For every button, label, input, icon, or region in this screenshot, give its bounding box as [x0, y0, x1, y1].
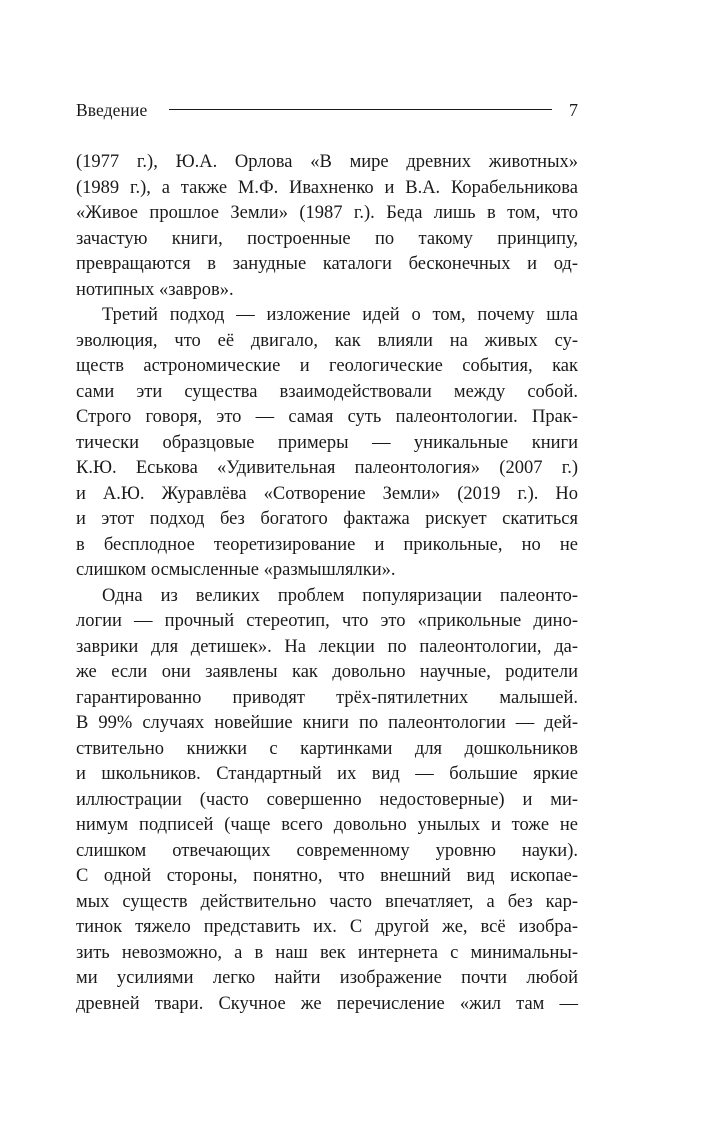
text-line: гарантированно приводят трёх-пятилетних малышей. — [76, 687, 578, 708]
paragraph-2 — [76, 303, 578, 584]
text-line: ми усилиями легко найти изображение почти любой — [76, 968, 578, 988]
text-line: зить невозможно, а в наш век интернета с минимальны- — [76, 942, 578, 963]
text-line: нимум подписей (чаще всего довольно унылых и тоже не — [76, 815, 578, 835]
text-line: слишком отвечающих современному уровню науки). — [76, 840, 578, 861]
text-line: древней твари. Скучное же перечисление «жил там — — [76, 993, 578, 1014]
text-line: в бесплодное теоретизирование и прикольные, но не — [76, 534, 578, 555]
page-number: 7 — [569, 100, 578, 120]
text-line: ществ астрономические и геологические события, как — [76, 356, 578, 376]
header-rule — [169, 109, 552, 110]
text-line: зачастую книги, построенные по такому принципу, — [76, 228, 578, 249]
text-line: «Живое прошлое Земли» (1987 г.). Беда лишь в том, что — [76, 203, 578, 223]
text-line: мых существ действительно часто впечатляет, а без кар- — [76, 891, 578, 912]
text-line: сами эти существа взаимодействовали между собой. — [76, 381, 578, 402]
body-text — [76, 150, 578, 1017]
text-line: С одной стороны, понятно, что внешний вид ископае- — [76, 866, 578, 886]
paragraph-3 — [76, 584, 578, 1018]
text-line: Одна из великих проблем популяризации палеонто- — [102, 585, 578, 606]
text-line: В 99% случаях новейшие книги по палеонтологии — дей- — [76, 713, 578, 733]
text-line: же если они заявлены как довольно научные, родители — [76, 662, 578, 682]
text-line: (1977 г.), Ю.А. Орлова «В мире древних животных» — [76, 152, 578, 172]
running-head — [76, 97, 578, 123]
text-line: Строго говоря, это — самая суть палеонтологии. Прак- — [76, 407, 578, 427]
text-line: слишком осмысленные «размышлялки». — [76, 560, 396, 580]
text-line: (1989 г.), а также М.Ф. Ивахненко и В.А. Корабельникова — [76, 177, 578, 198]
section-title: Введение — [76, 100, 148, 120]
text-line: эволюция, что её двигало, как влияли на живых су- — [76, 330, 578, 351]
text-line: К.Ю. Еськова «Удивительная палеонтология» (2007 г.) — [76, 458, 578, 478]
text-line: логии — прочный стереотип, что это «прикольные дино- — [76, 611, 578, 631]
text-line: заврики для детишек». На лекции по палеонтологии, да- — [76, 636, 578, 657]
text-line: нотипных «завров». — [76, 279, 234, 300]
text-line: ствительно книжки с картинками для дошкольников — [76, 738, 578, 759]
text-line: тически образцовые примеры — уникальные книги — [76, 432, 578, 453]
text-line: и А.Ю. Журавлёва «Сотворение Земли» (2019 г.). Но — [76, 483, 578, 504]
text-line: и школьников. Стандартный их вид — большие яркие — [76, 764, 578, 784]
text-line: иллюстрации (часто совершенно недостоверные) и ми- — [76, 789, 578, 810]
text-line: и этот подход без богатого фактажа рискует скатиться — [76, 509, 578, 529]
text-line: тинок тяжело представить их. С другой же, всё изобра- — [76, 917, 578, 937]
paragraph-1 — [76, 150, 578, 303]
text-line: превращаются в занудные каталоги бесконечных и од- — [76, 254, 578, 274]
text-line: Третий подход — изложение идей о том, почему шла — [102, 305, 578, 325]
